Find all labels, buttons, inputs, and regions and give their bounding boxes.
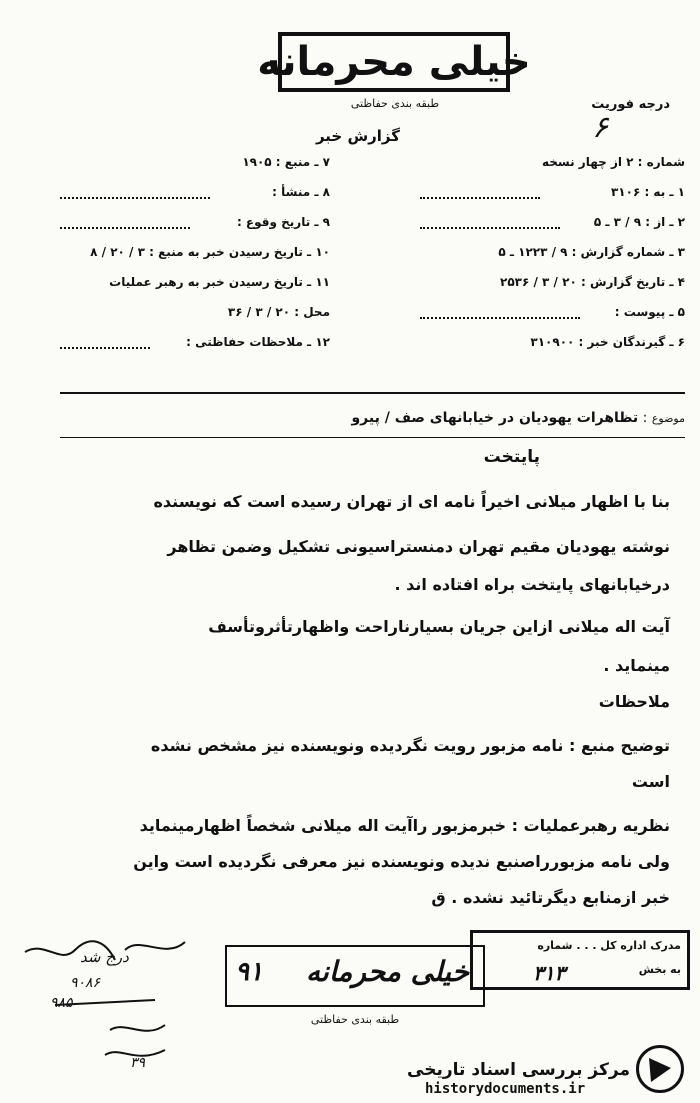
dotline bbox=[420, 227, 560, 229]
separator-line bbox=[60, 437, 685, 438]
classification-box bbox=[257, 32, 531, 92]
bottom-classification-stamp bbox=[225, 945, 485, 1007]
bottom-sublabel: طبقه بندی حفاظتی bbox=[310, 1013, 400, 1026]
field-date-received-leader: ۱۱ ـ تاریخ رسیدن خبر به رهبر عملیات bbox=[109, 275, 330, 289]
urgency-label: درجه فوریت bbox=[591, 97, 670, 112]
dotline bbox=[60, 347, 150, 349]
field-number: شماره : ۲ از چهار نسخه bbox=[541, 155, 685, 169]
remarks-line: نظریه رهبرعملیات : خبرمزبور راآیت اله میلانی شخصاً اظهارمینماید bbox=[139, 816, 670, 835]
archive-logo-icon bbox=[636, 1045, 684, 1093]
location-heading: پایتخت bbox=[483, 447, 540, 467]
field-source: ۷ ـ منبع : ۱۹۰۵ bbox=[242, 155, 330, 169]
remarks-heading: ملاحظات bbox=[598, 692, 670, 711]
right-fields bbox=[420, 155, 685, 355]
dotline bbox=[420, 317, 580, 319]
body-line: آیت اله میلانی ازاین جریان بسیارناراحت واظهارتأثروتأسف bbox=[208, 617, 670, 636]
field-security-notes: ۱۲ ـ ملاحظات حفاظتی : bbox=[186, 335, 330, 349]
report-title: گزارش خبر bbox=[315, 127, 400, 145]
remarks-line: است bbox=[631, 772, 670, 791]
stamp-line2: به بخش bbox=[638, 963, 681, 976]
bottom-stamp-number: ۹۱ bbox=[235, 957, 263, 987]
stamp-number: ۳۱۳ bbox=[533, 961, 566, 985]
field-date-received-source: ۱۰ ـ تاریخ رسیدن خبر به منبع : ۳ / ۲۰ / ۸ bbox=[90, 245, 330, 259]
dotline bbox=[60, 227, 190, 229]
field-from: ۲ ـ از : ۹ / ۳ ـ ۵ bbox=[593, 215, 685, 229]
separator-line bbox=[60, 392, 685, 394]
handwritten-note: ۹۸۵ bbox=[50, 995, 73, 1011]
remarks-line: ولی نامه مزبورراصنبع ندیده ونویسنده نیز معرفی نگردیده است واین bbox=[133, 852, 670, 871]
handwritten-note: ۹۰۸۶ bbox=[70, 975, 101, 991]
subject-row: موضوع : تظاهرات یهودیان در خیابانهای صف / پیرو bbox=[351, 410, 685, 426]
remarks-line: خبر ازمنابع دیگرتائید نشده . ق bbox=[431, 888, 670, 907]
field-attachment: ۵ ـ پیوست : bbox=[614, 305, 685, 319]
field-origin: ۸ ـ منشأ : bbox=[272, 185, 330, 199]
left-fields bbox=[40, 155, 330, 355]
dotline bbox=[60, 197, 210, 199]
body-line: درخیابانهای پایتخت براه افتاده اند . bbox=[394, 575, 670, 594]
remarks-line: توضیح منبع : نامه مزبور رویت نگردیده ونویسنده نیز مشخص نشده bbox=[150, 736, 670, 755]
stamp-line1: مدرک اداره کل . . . شماره bbox=[537, 939, 681, 952]
field-event-date: ۹ ـ تاریخ وقوع : bbox=[236, 215, 330, 229]
dotline bbox=[420, 197, 540, 199]
watermark-title: مرکز بررسی اسناد تاریخی bbox=[407, 1060, 630, 1080]
handwritten-note: ۳۹ bbox=[130, 1055, 146, 1071]
registry-stamp bbox=[470, 930, 690, 990]
subject-label: موضوع bbox=[651, 412, 685, 425]
classification-sublabel: طبقه بندی حفاظتی bbox=[350, 97, 440, 110]
body-line: نوشته یهودیان مقیم تهران دمنستراسیونی تشکیل وضمن تظاهر bbox=[167, 537, 670, 556]
field-place: محل : ۲۰ / ۳ / ۳۶ bbox=[227, 305, 330, 319]
field-recipients: ۶ ـ گیرندگان خبر : ۳۱۰۹۰۰ bbox=[530, 335, 685, 349]
bottom-stamp-handwriting: خیلی محرمانه bbox=[306, 955, 469, 988]
field-report-number: ۳ ـ شماره گزارش : ۹ / ۱۲۲۳ ـ ۵ bbox=[498, 245, 685, 259]
body-line: بنا با اظهار میلانی اخیراً نامه ای از تهران رسیده است که نویسنده bbox=[153, 492, 670, 511]
handwritten-note: درج شد bbox=[80, 948, 129, 966]
handwritten-mark: ۶ bbox=[592, 110, 609, 145]
subject-text: تظاهرات یهودیان در خیابانهای صف / پیرو bbox=[351, 410, 639, 426]
watermark-url: historydocuments.ir bbox=[425, 1081, 586, 1097]
field-to: ۱ ـ به : ۳۱۰۶ bbox=[610, 185, 685, 199]
classification-text: خیلی محرمانه bbox=[257, 39, 531, 85]
handwritten-scribbles bbox=[15, 930, 215, 1070]
body-line: مینماید . bbox=[603, 656, 670, 675]
field-report-date: ۴ ـ تاریخ گزارش : ۲۰ / ۳ / ۲۵۳۶ bbox=[500, 275, 685, 289]
